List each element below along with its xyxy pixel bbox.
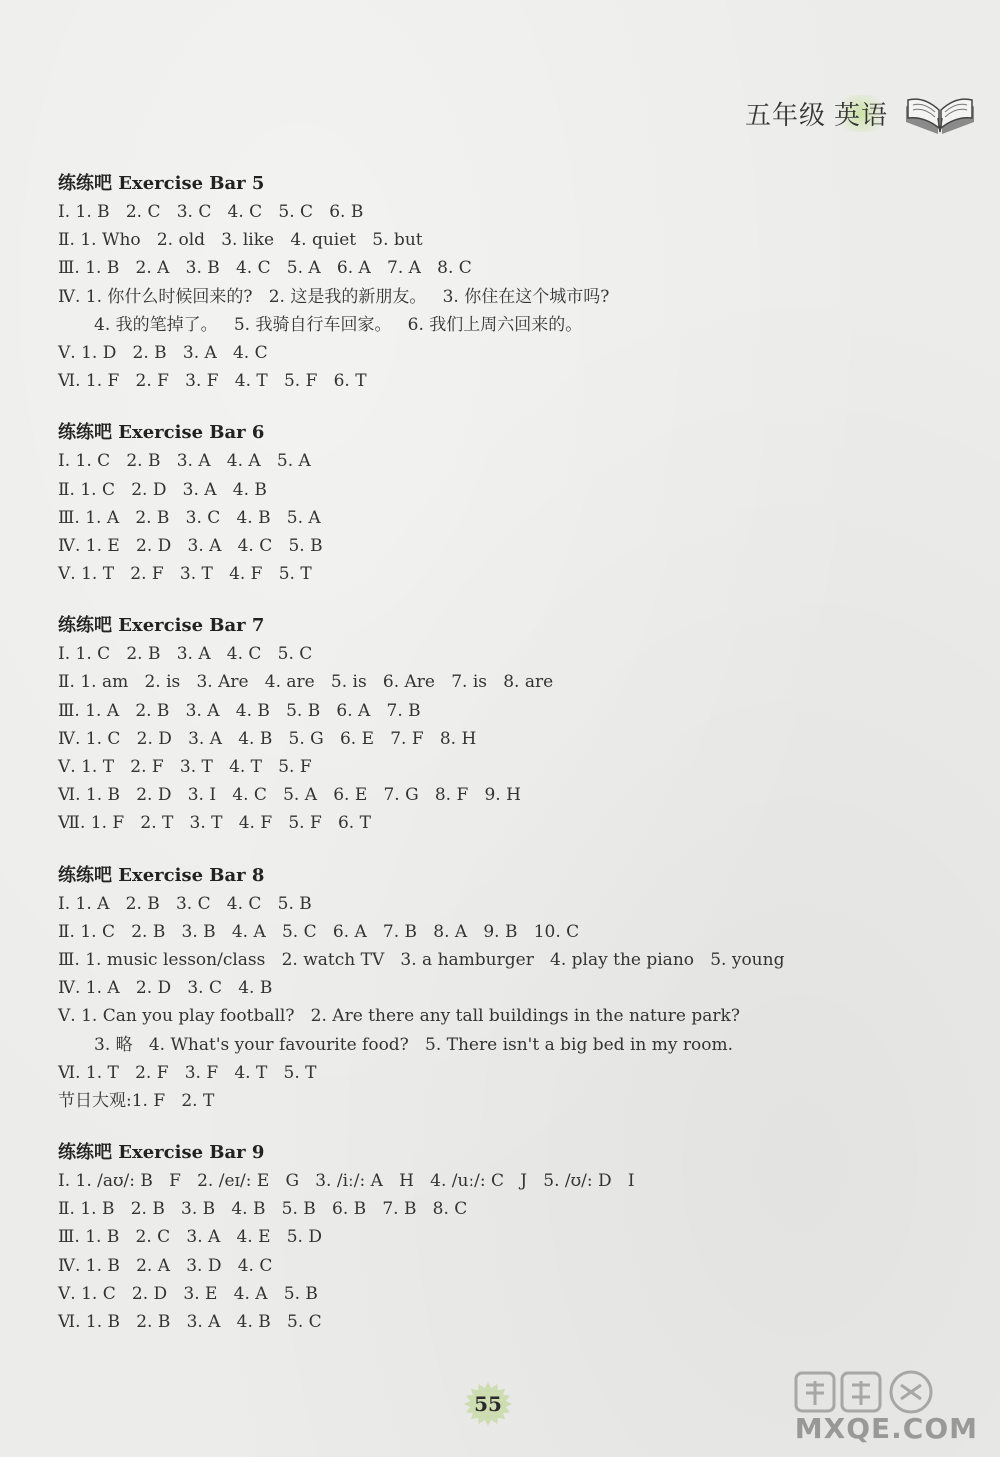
answer-line: 节日大观:1. F 2. T <box>58 1090 215 1111</box>
answer-line: Ⅰ. 1. C 2. B 3. A 4. C 5. C <box>58 644 313 665</box>
answer-line: Ⅰ. 1. /aʊ/: B F 2. /eɪ/: E G 3. /iː/: A H 4. /uː/: C J 5. /ʊ/: D I <box>58 1171 635 1192</box>
answer-section <box>58 170 958 395</box>
answer-section <box>58 1139 958 1336</box>
answer-line: Ⅳ. 1. 你什么时候回来的? 2. 这是我的新朋友。 3. 你住在这个城市吗? <box>58 286 610 307</box>
answer-line: Ⅵ. 1. B 2. B 3. A 4. B 5. C <box>58 1312 322 1332</box>
answer-line: Ⅴ. 1. Can you play football? 2. Are there any tall buildings in the nature park? <box>58 1006 740 1027</box>
answer-line: 4. 我的笔掉了。 5. 我骑自行车回家。 6. 我们上周六回来的。 <box>94 314 583 335</box>
answer-line: Ⅲ. 1. B 2. A 3. B 4. C 5. A 6. A 7. A 8. C <box>58 258 472 279</box>
answer-line: Ⅵ. 1. B 2. D 3. I 4. C 5. A 6. E 7. G 8. F 9. H <box>58 785 521 806</box>
page-number-text: 55 <box>474 1392 502 1416</box>
answer-section <box>58 612 958 837</box>
answer-line: Ⅶ. 1. F 2. T 3. T 4. F 5. F 6. T <box>58 813 371 834</box>
answer-line: Ⅳ. 1. C 2. D 3. A 4. B 5. G 6. E 7. F 8. H <box>58 728 477 749</box>
header-grade: 五年级 <box>744 100 826 131</box>
answer-line: Ⅲ. 1. music lesson/class 2. watch TV 3. a hamburger 4. play the piano 5. young <box>58 949 785 970</box>
answer-line: Ⅱ. 1. Who 2. old 3. like 4. quiet 5. but <box>58 230 423 251</box>
answer-line: Ⅰ. 1. C 2. B 3. A 4. A 5. A <box>58 451 311 472</box>
header-subject: 英语 <box>832 95 890 132</box>
answer-line: Ⅱ. 1. B 2. B 3. B 4. B 5. B 6. B 7. B 8. C <box>58 1199 468 1220</box>
answer-content <box>58 170 958 1360</box>
answer-line: Ⅳ. 1. B 2. A 3. D 4. C <box>58 1255 273 1276</box>
header-title <box>745 95 890 132</box>
page-number <box>460 1380 516 1428</box>
page-header <box>745 88 978 138</box>
watermark-text: MXQE.COM <box>794 1412 978 1445</box>
answer-line: 3. 略 4. What's your favourite food? 5. There isn't a big bed in my room. <box>94 1034 734 1055</box>
answer-line: Ⅱ. 1. C 2. B 3. B 4. A 5. C 6. A 7. B 8. A 9. B 10. C <box>58 921 580 942</box>
answer-line: Ⅵ. 1. F 2. F 3. F 4. T 5. F 6. T <box>58 371 367 392</box>
answer-line: Ⅱ. 1. C 2. D 3. A 4. B <box>58 479 267 500</box>
answer-line: Ⅰ. 1. B 2. C 3. C 4. C 5. C 6. B <box>58 202 364 222</box>
answer-line: Ⅴ. 1. T 2. F 3. T 4. T 5. F <box>58 757 312 777</box>
answer-line: Ⅴ. 1. D 2. B 3. A 4. C <box>58 342 268 363</box>
section-title: 练练吧 Exercise Bar 7 <box>58 615 265 637</box>
answer-line: Ⅴ. 1. C 2. D 3. E 4. A 5. B <box>58 1283 318 1304</box>
answer-section <box>58 419 958 588</box>
answer-line: Ⅳ. 1. E 2. D 3. A 4. C 5. B <box>58 535 323 556</box>
answer-line: Ⅲ. 1. A 2. B 3. C 4. B 5. A <box>58 507 321 528</box>
answer-line: Ⅱ. 1. am 2. is 3. Are 4. are 5. is 6. Are 7. is 8. are <box>58 672 554 693</box>
answer-line: Ⅲ. 1. A 2. B 3. A 4. B 5. B 6. A 7. B <box>58 700 421 721</box>
answer-section <box>58 862 958 1116</box>
answer-line: Ⅲ. 1. B 2. C 3. A 4. E 5. D <box>58 1227 322 1248</box>
section-title: 练练吧 Exercise Bar 9 <box>58 1142 265 1164</box>
section-title: 练练吧 Exercise Bar 6 <box>58 422 265 444</box>
answer-line: Ⅵ. 1. T 2. F 3. F 4. T 5. T <box>58 1062 317 1083</box>
answer-line: Ⅳ. 1. A 2. D 3. C 4. B <box>58 978 273 999</box>
section-title: 练练吧 Exercise Bar 8 <box>58 864 265 886</box>
answer-line: Ⅰ. 1. A 2. B 3. C 4. C 5. B <box>58 893 312 914</box>
answer-line: Ⅴ. 1. T 2. F 3. T 4. F 5. T <box>58 564 312 585</box>
open-book-icon <box>902 88 978 138</box>
watermark <box>786 1367 986 1447</box>
section-title: 练练吧 Exercise Bar 5 <box>58 173 265 194</box>
